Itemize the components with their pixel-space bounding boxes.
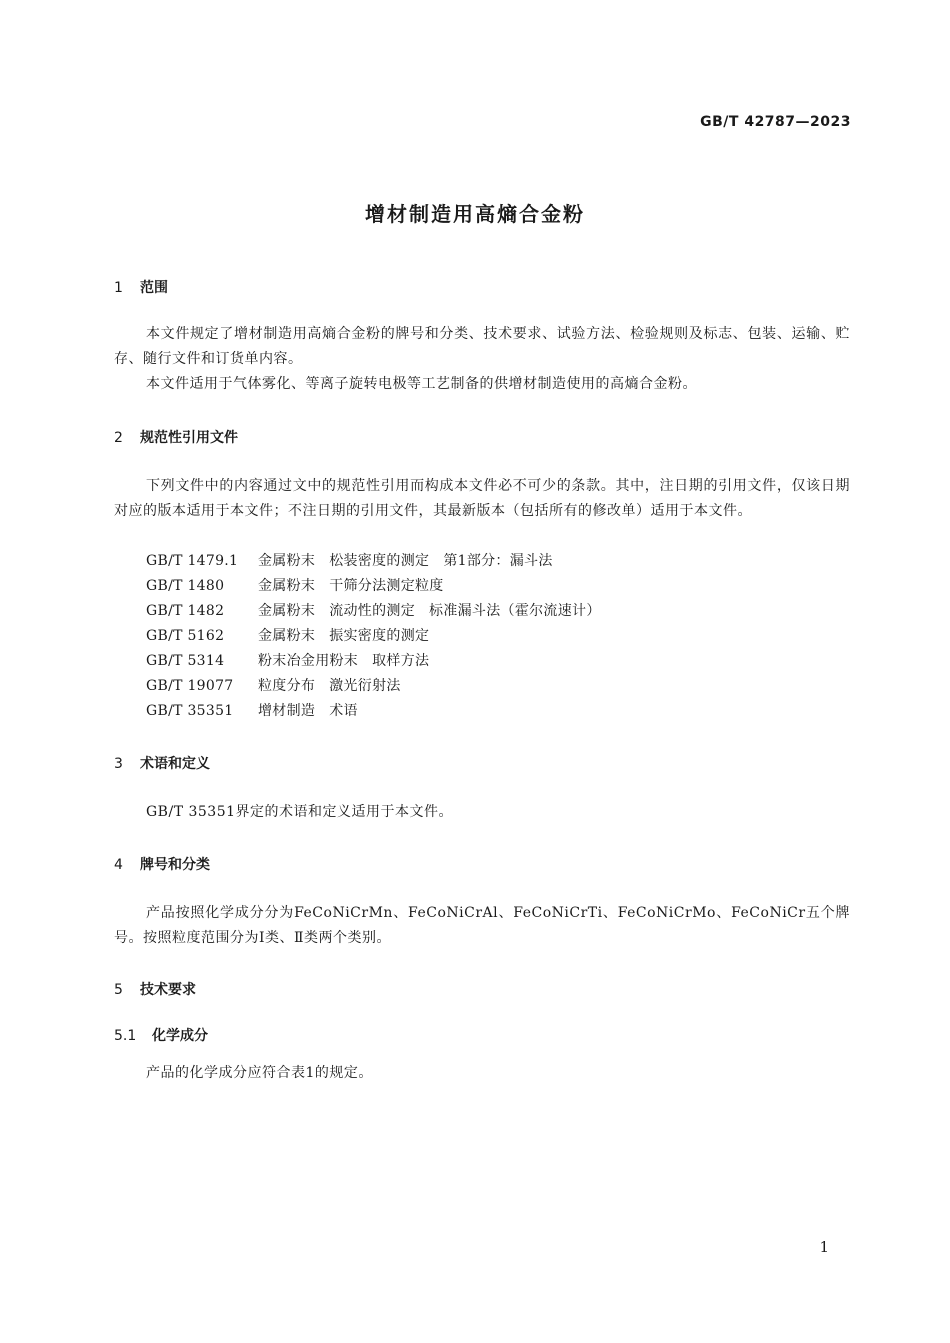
section-number: 5 [114,982,123,998]
grades-paragraph: 产品按照化学成分分为FeCoNiCrMn、FeCoNiCrAl、FeCoNiCrTi、FeCoNiCrMo、FeCoNiCr五个牌号。按照粒度范围分为Ⅰ类、Ⅱ类两个类别。 [114,905,850,946]
section-title: 规范性引用文件 [140,430,238,446]
reference-item: GB/T 5162 金属粉末 振实密度的测定 [146,628,430,644]
section-number: 4 [114,857,123,873]
section-number: 1 [114,280,123,296]
reference-item: GB/T 1480 金属粉末 干筛分法测定粒度 [146,578,444,594]
section-title: 牌号和分类 [140,857,210,873]
section-5-heading [114,979,196,999]
document-title: 增材制造用高熵合金粉 [365,202,585,226]
standard-code: GB/T 42787—2023 [700,114,851,130]
page-number: 1 [819,1238,829,1256]
section-2-heading [114,427,238,447]
terms-paragraph: GB/T 35351界定的术语和定义适用于本文件。 [146,804,454,820]
section-title: 范围 [140,280,168,296]
section-1-heading [114,277,168,297]
scope-paragraph-1: 本文件规定了增材制造用高熵合金粉的牌号和分类、技术要求、试验方法、检验规则及标志、包装、运输、贮存、随行文件和订货单内容。 [114,326,850,367]
reference-item: GB/T 1482 金属粉末 流动性的测定 标准漏斗法（霍尔流速计） [146,603,601,619]
subsection-number: 5.1 [114,1028,137,1044]
section-number: 3 [114,756,123,772]
section-5-1-heading [114,1025,208,1045]
reference-item: GB/T 19077 粒度分布 激光衍射法 [146,678,401,694]
chemical-composition-paragraph: 产品的化学成分应符合表1的规定。 [146,1065,373,1081]
subsection-title: 化学成分 [152,1028,208,1044]
normative-reference-list [146,549,601,724]
section-title: 术语和定义 [140,756,210,772]
section-4-heading [114,854,210,874]
section-title: 技术要求 [140,982,196,998]
reference-item: GB/T 1479.1 金属粉末 松装密度的测定 第1部分：漏斗法 [146,553,553,569]
section-3-heading [114,753,210,773]
normative-intro: 下列文件中的内容通过文中的规范性引用而构成本文件必不可少的条款。其中，注日期的引用文件，仅该日期对应的版本适用于本文件；不注日期的引用文件，其最新版本（包括所有的修改单）适用于本文件。 [114,478,850,519]
reference-item: GB/T 5314 粉末冶金用粉末 取样方法 [146,653,430,669]
scope-paragraph-2: 本文件适用于气体雾化、等离子旋转电极等工艺制备的供增材制造使用的高熵合金粉。 [146,376,697,392]
reference-item: GB/T 35351 增材制造 术语 [146,703,358,719]
section-number: 2 [114,430,123,446]
